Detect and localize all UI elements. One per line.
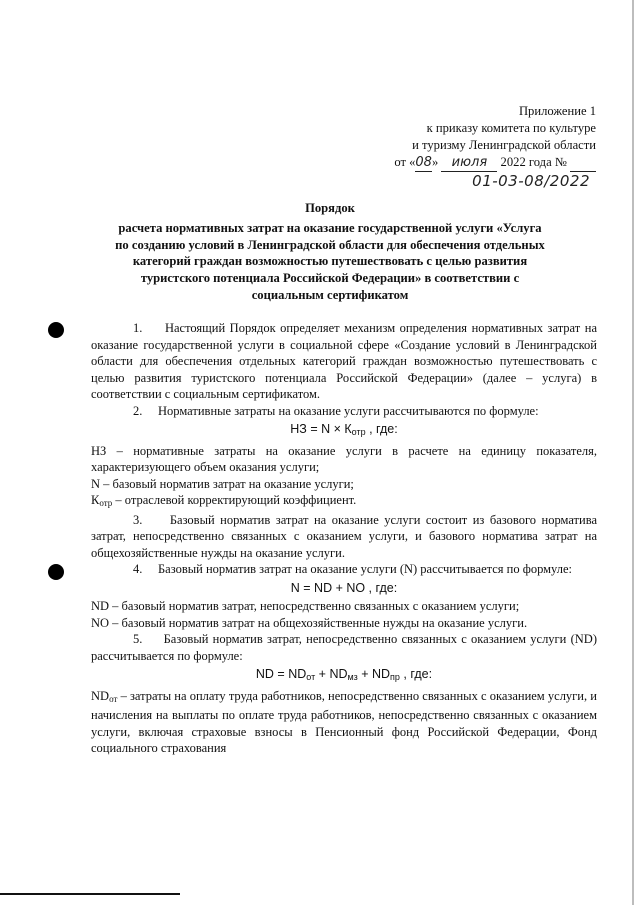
formula-n: N = ND + NO , где:	[290, 580, 398, 595]
definition-n: N – базовый норматив затрат на оказание услуги;	[91, 476, 354, 491]
title-line: расчета нормативных затрат на оказание государственной услуги «Услуга	[118, 220, 542, 235]
punch-hole	[48, 322, 64, 338]
formula-nd: ND = $ND_{от} + ND_{мз} + ND_{пр}$ , где:	[255, 667, 433, 682]
date-month: июля	[441, 154, 497, 172]
definition-ndot: $ND_{от}$ – затраты на оплату труда работников, непосредственно связанных с оказанием услуги, и начисления на выплаты по оплате труда работников, непосредственно связанных с оказанием услуги, включая страховые взносы в Пенсионный фонд Российской Федерации, Фонд социального страхования	[91, 688, 597, 755]
punch-hole	[48, 564, 64, 580]
definition-kotr: $К_{отр}$ – отраслевой корректирующий коэффициент.	[91, 493, 357, 508]
definition-nz: НЗ – нормативные затраты на оказание услуги в расчете на единицу показателя, характеризующего объем оказания услуги;	[91, 443, 597, 474]
registration-number: 01-03-08/2022	[472, 172, 590, 190]
appendix-header	[336, 103, 596, 172]
paragraph-1: 1. Настоящий Порядок определяет механизм определения нормативных затрат на оказание государственной услуги в социальной сфере «Создание условий в Ленинградской области для обеспечения отдельных категорий граждан возможностью путешествовать с целью развития туристского потенциала Российской Федерации» (далее – услуга) в соответствии с социальным сертификатом.	[91, 321, 597, 401]
paragraph-4: 4. Базовый норматив затрат на оказание услуги (N) рассчитывается по формуле:	[133, 562, 573, 576]
paragraph-5: 5. Базовый норматив затрат, непосредственно связанных с оказанием услуги (ND) рассчитывается по формуле:	[91, 632, 597, 663]
definition-nd: ND – базовый норматив затрат, непосредственно связанных с оказанием услуги;	[91, 599, 520, 613]
order-date: от «08» июля 2022 года №	[336, 154, 596, 172]
definition-no: NO – базовый норматив затрат на общехозяйственные нужды на оказание услуги.	[91, 615, 528, 630]
appendix-label: Приложение 1	[518, 104, 596, 118]
order-reference: к приказу комитета по культуре	[426, 121, 596, 135]
formula-nz: НЗ = $N \times К_{отр}$ , где:	[290, 422, 398, 437]
document-body	[91, 320, 597, 757]
title-line: по созданию условий в Ленинградской области для обеспечения отдельных	[115, 237, 545, 252]
footnote-rule	[0, 893, 180, 895]
order-reference-2: и туризму Ленинградской области	[412, 138, 596, 152]
title-line: категорий граждан возможностью путешествовать с целью развития	[132, 254, 528, 269]
paragraph-2: 2. Нормативные затраты на оказание услуги рассчитываются по формуле:	[133, 403, 539, 418]
page-edge	[632, 0, 634, 905]
title-line: туристского потенциала Российской Федерации» в соответствии с	[140, 271, 520, 286]
paragraph-3: 3. Базовый норматив затрат на оказание услуги состоит из базового норматива затрат, непосредственно связанных с оказанием услуги, и базового норматива затрат на общехозяйственные нужды на оказание услуги.	[91, 512, 597, 560]
document-title	[92, 200, 568, 304]
title-line: социальным сертификатом	[251, 287, 409, 302]
date-day: 08	[415, 155, 432, 170]
title-main: Порядок	[305, 201, 355, 215]
